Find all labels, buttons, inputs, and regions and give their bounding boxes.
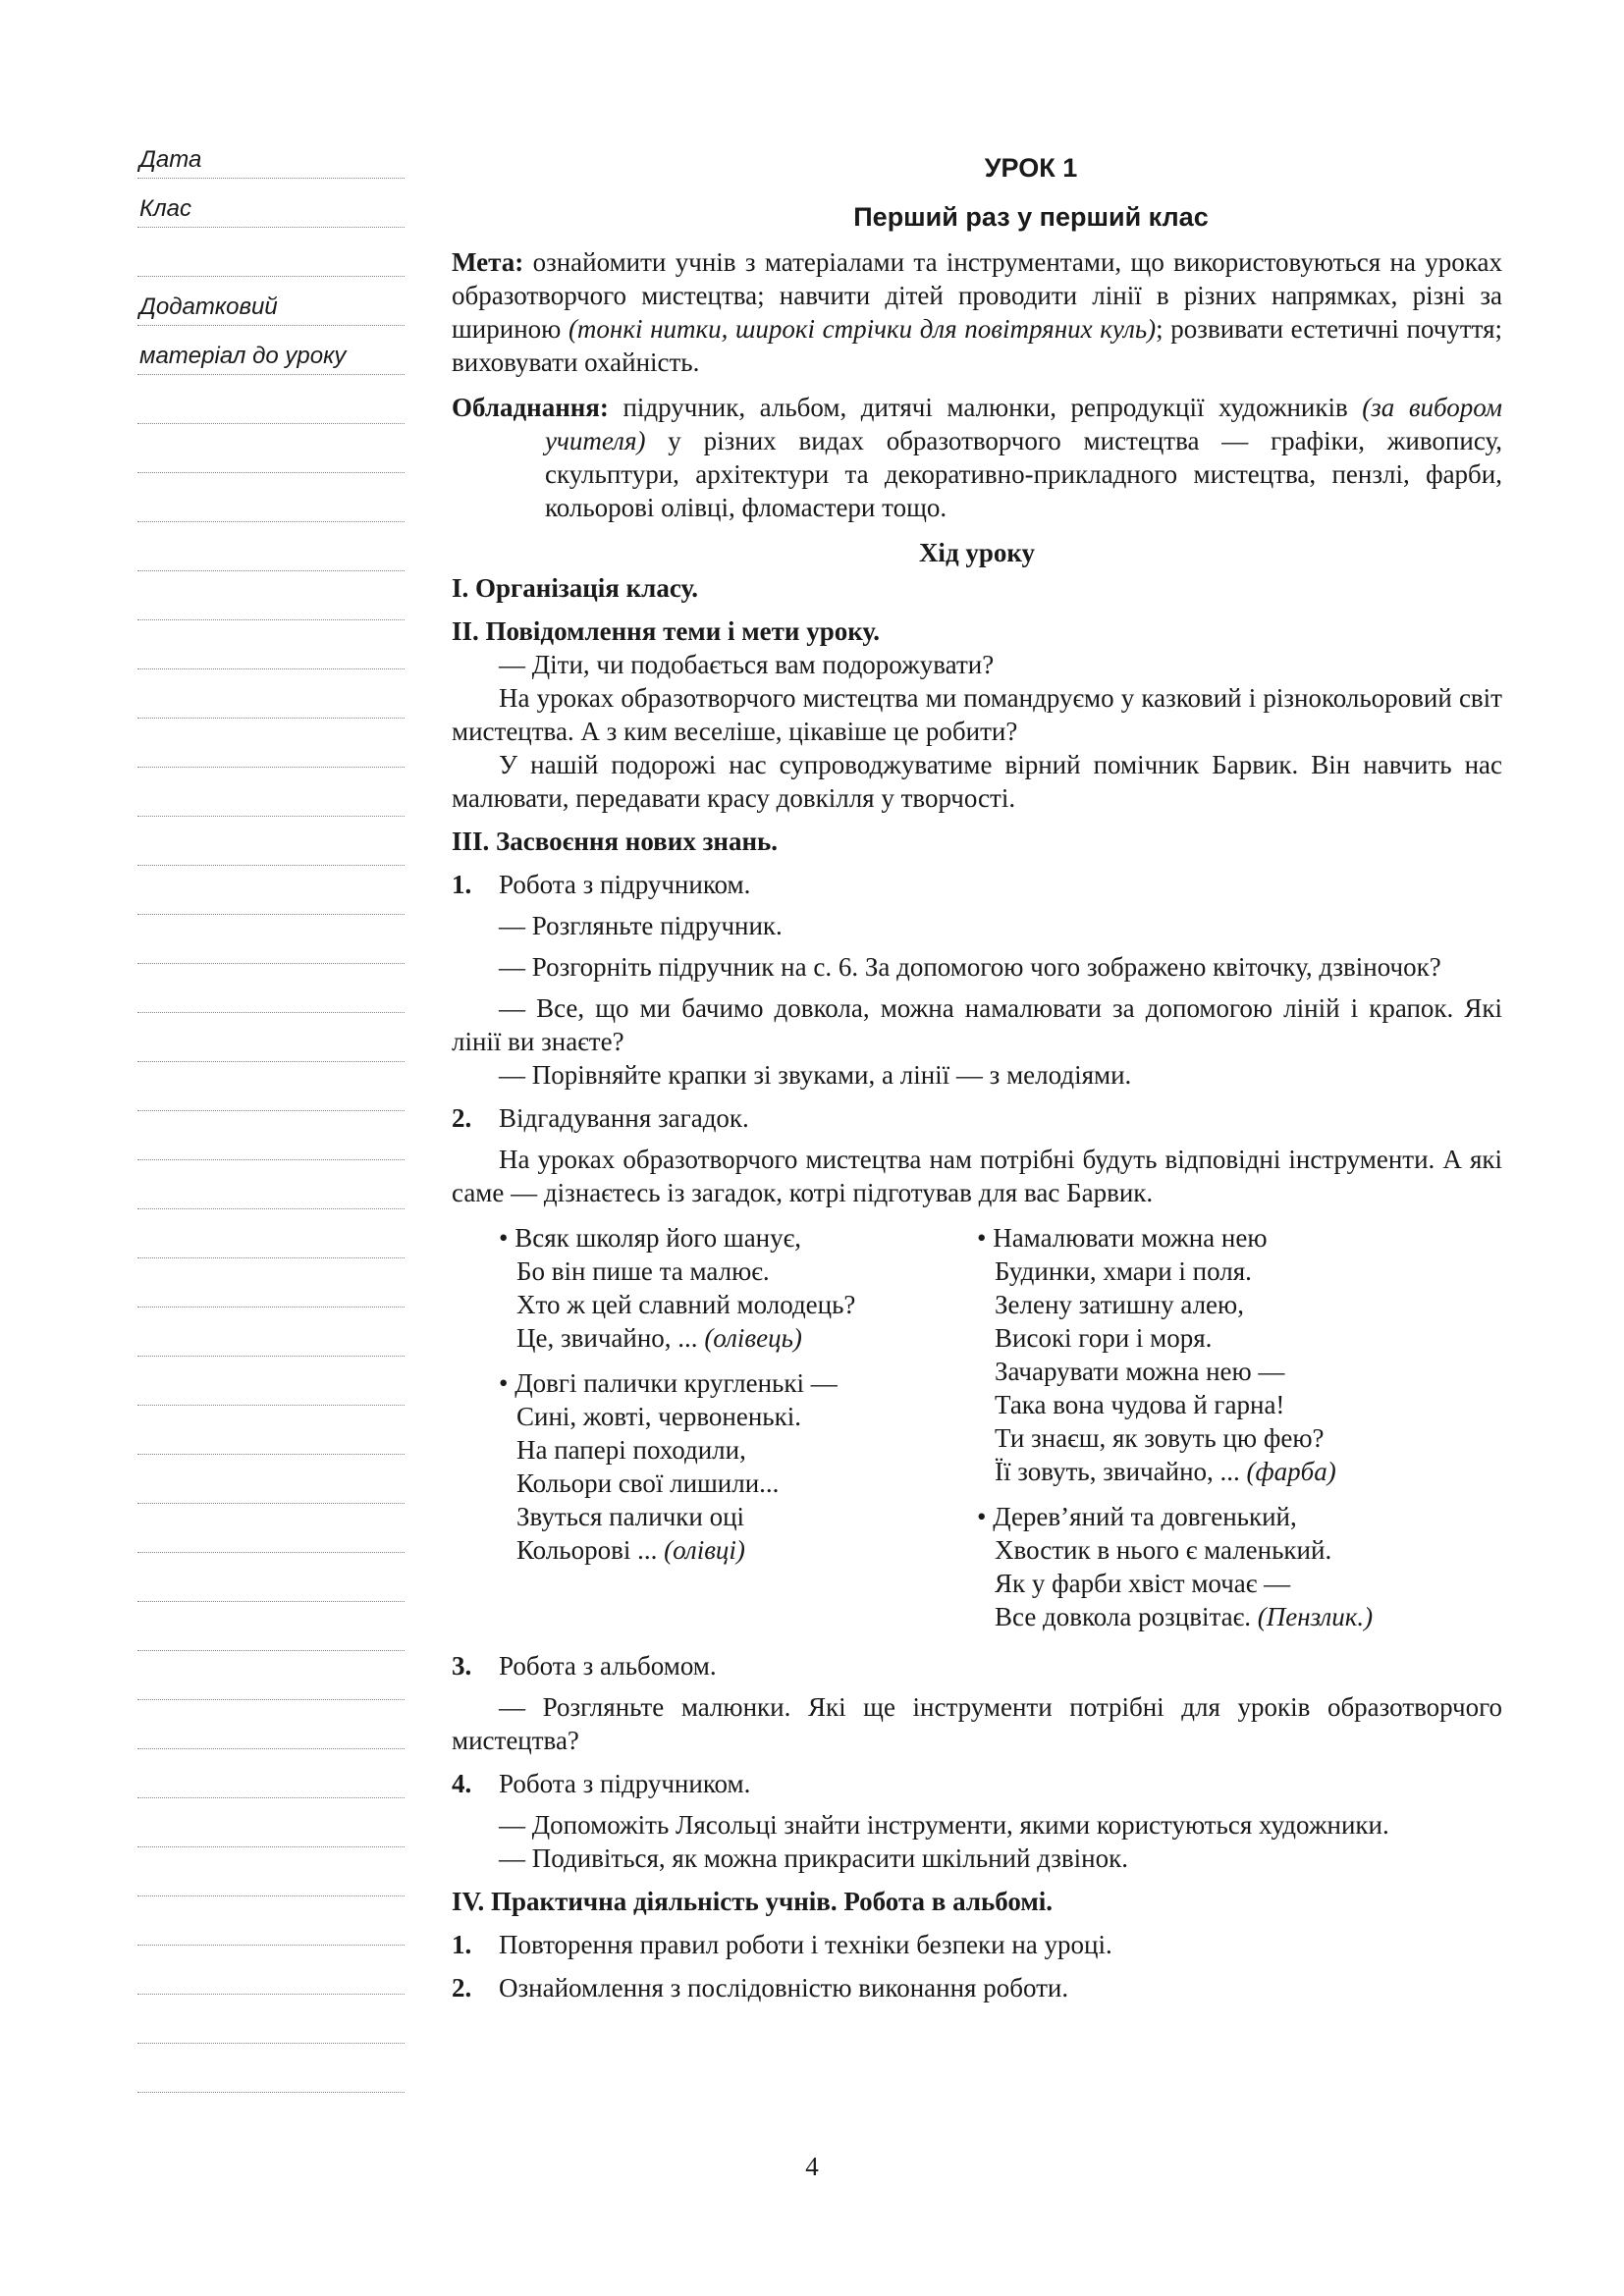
riddle-line-text: Звуться палички оці — [516, 1502, 745, 1531]
margin-blank-lines — [137, 375, 405, 2093]
s3-item-1-paragraph-3: — Все, що ми бачимо довкола, можна намалювати за допомогою ліній і крапок. Які лінії ви знаєте? — [452, 993, 1502, 1056]
course-title: Хід уроку — [918, 538, 1036, 567]
margin-blank-line — [137, 2044, 405, 2093]
riddle-line — [499, 1366, 977, 1400]
riddle-line-text: Намалювати можна нею — [993, 1223, 1268, 1253]
page-number: 4 — [805, 2152, 819, 2181]
item-number: 1. — [452, 870, 472, 899]
equipment-text-2: у різних видах образотворчого мистецтва — графіки, живопису, скульптури, архітектури та декоративно-прикладного мистецтва, пензлі, фарби, кольорові олівці, фломастери тощо. — [545, 426, 1502, 522]
riddles-block — [452, 1221, 1502, 1645]
s3-item-1-paragraph-1: — Розгляньте підручник. — [499, 911, 783, 940]
margin-line-extra-1 — [137, 277, 405, 326]
riddles-right-column — [977, 1221, 1502, 1645]
item-text: Робота з підручником. — [499, 1769, 751, 1798]
riddle-line — [977, 1421, 1502, 1455]
margin-blank-line — [137, 915, 405, 964]
goal-text-1: ознайомити учнів з матеріалами та інструментами, що використовуються на уроках образотворчого мистецтва; навчити дітей проводити лінії в різних напрямках, різні за шириною — [452, 247, 1502, 344]
section-heading-4: IV. Практична діяльність учнів. Робота в альбомі. — [452, 1887, 1054, 1916]
s4-item-2 — [452, 1971, 1502, 2004]
s3-item-2 — [452, 1101, 1502, 1135]
margin-line — [137, 228, 405, 277]
riddle-line-text: Кольорові ... — [516, 1535, 665, 1565]
riddle-line-text: Зелену затишну алею, — [995, 1290, 1244, 1319]
goal-text-2: ; розвивати естетичні почуття; виховувати охайність. — [452, 314, 1502, 377]
riddle-line — [977, 1455, 1502, 1488]
riddle-line-text: Хвостик в нього є маленький. — [995, 1535, 1332, 1565]
margin-blank-line — [137, 669, 405, 719]
margin-blank-line — [137, 571, 405, 620]
riddle-line-text: Така вона чудова й гарна! — [995, 1390, 1285, 1419]
riddle-line — [499, 1467, 977, 1500]
margin-blank-line — [137, 1896, 405, 1946]
riddle-answer: (олівці) — [664, 1535, 745, 1565]
margin-blank-line — [137, 1209, 405, 1258]
margin-blank-line — [137, 964, 405, 1013]
riddle-line — [499, 1433, 977, 1467]
riddle-line — [977, 1255, 1502, 1288]
margin-blank-line — [137, 1651, 405, 1700]
riddle-line — [499, 1288, 977, 1321]
riddle-line-text: Високі гори і моря. — [995, 1323, 1213, 1353]
s3-item-1 — [452, 868, 1502, 901]
margin-blank-line — [137, 768, 405, 817]
riddle-1 — [499, 1221, 977, 1355]
riddle-answer: (фарба) — [1246, 1457, 1336, 1486]
item-number: 4. — [452, 1769, 472, 1798]
equipment-label: Обладнання: — [452, 393, 609, 422]
riddle-line — [499, 1400, 977, 1433]
riddle-line — [977, 1500, 1502, 1533]
riddle-line-text: Дерев’яний та довгенький, — [993, 1502, 1297, 1531]
margin-blank-line — [137, 1258, 405, 1308]
s3-item-3-paragraph-1: — Розгляньте малюнки. Які ще інструменти потрібні для уроків образотворчого мистецтва? — [452, 1692, 1502, 1755]
margin-blank-line — [137, 424, 405, 473]
margin-line-class — [137, 179, 405, 228]
riddle-line — [499, 1321, 977, 1355]
riddle-line-text: Зачарувати можна нею — — [995, 1357, 1285, 1386]
item-text: Робота з підручником. — [499, 870, 751, 899]
s4-item-1 — [452, 1928, 1502, 1961]
margin-blank-line — [137, 473, 405, 522]
riddle-line-text: Сині, жовті, червоненькі. — [516, 1402, 801, 1431]
riddle-line — [977, 1321, 1502, 1355]
riddle-3 — [977, 1221, 1502, 1488]
riddle-line — [499, 1221, 977, 1255]
s3-item-2-paragraph-1: На уроках образотворчого мистецтва нам потрібні будуть відповідні інструменти. А які саме — дізнаєтесь із загадок, котрі підготував для вас Барвик. — [452, 1145, 1502, 1207]
riddle-line — [977, 1221, 1502, 1255]
section-heading-1: I. Організація класу. — [452, 573, 698, 603]
riddle-line-text: Хто ж цей славний молодець? — [516, 1290, 856, 1319]
goal-paragraph — [452, 245, 1502, 379]
item-number: 2. — [452, 1973, 472, 2002]
lesson-title: Перший раз у перший клас — [853, 202, 1209, 232]
margin-blank-line — [137, 1013, 405, 1062]
equipment-text-1: підручник, альбом, дитячі малюнки, репродукції художників — [608, 393, 1363, 422]
margin-blank-line — [137, 1062, 405, 1111]
lesson-number: УРОК 1 — [984, 153, 1078, 183]
margin-blank-line — [137, 1455, 405, 1504]
margin-blank-line — [137, 817, 405, 866]
item-text: Повторення правил роботи і техніки безпеки на уроці. — [499, 1930, 1112, 1959]
riddle-line-text: Довгі палички кругленькі — — [514, 1368, 838, 1398]
goal-label: Мета: — [452, 247, 524, 277]
riddle-line — [977, 1567, 1502, 1600]
item-number: 1. — [452, 1930, 472, 1959]
riddle-line — [977, 1600, 1502, 1633]
item-number: 3. — [452, 1651, 472, 1681]
margin-blank-line — [137, 1504, 405, 1553]
riddles-left-column — [452, 1221, 977, 1645]
s2-paragraph-3: У нашій подорожі нас супроводжуватиме вірний помічник Барвик. Він навчить нас малювати, передавати красу довкілля у творчості. — [452, 750, 1502, 813]
margin-blank-line — [137, 1553, 405, 1602]
extra-material-label-2: матеріал до уроку — [139, 343, 347, 369]
riddle-line-text: Все довкола розцвітає. — [995, 1602, 1258, 1631]
margin-blank-line — [137, 1406, 405, 1455]
extra-material-label-1: Додатковий — [139, 294, 278, 320]
riddle-line-text: Її зовуть, звичайно, ... — [995, 1457, 1247, 1486]
riddle-line-text: Кольори свої лишили... — [516, 1468, 780, 1498]
goal-text-italic: (тонкі нитки, широкі стрічки для повітряних куль) — [568, 314, 1157, 344]
equipment-paragraph — [452, 391, 1502, 524]
s3-item-1-paragraph-4: — Порівняйте крапки зі звуками, а лінії — з мелодіями. — [499, 1060, 1132, 1090]
riddle-line-text: На папері походили, — [516, 1435, 746, 1465]
riddle-line — [977, 1533, 1502, 1567]
margin-blank-line — [137, 1111, 405, 1160]
margin-blank-line — [137, 1160, 405, 1209]
margin-blank-line — [137, 522, 405, 571]
riddle-line-text: Бо він пише та малює. — [516, 1256, 770, 1286]
margin-line-date — [137, 147, 405, 179]
margin-blank-line — [137, 1357, 405, 1406]
riddle-line — [499, 1255, 977, 1288]
class-label: Клас — [139, 195, 192, 222]
s2-paragraph-2: На уроках образотворчого мистецтва ми помандруємо у казковий і різнокольоровий світ мистецтва. А з ким веселіше, цікавіше це робити? — [452, 683, 1502, 746]
margin-blank-line — [137, 620, 405, 669]
riddle-line — [977, 1288, 1502, 1321]
s3-item-4-paragraph-1: — Допоможіть Лясольці знайти інструменти, якими користуються художники. — [499, 1810, 1389, 1840]
riddle-line-text: Будинки, хмари і поля. — [995, 1256, 1252, 1286]
margin-blank-line — [137, 1602, 405, 1651]
riddle-line-text: Як у фарби хвіст мочає — — [995, 1569, 1291, 1598]
margin-blank-line — [137, 1700, 405, 1749]
item-text: Відгадування загадок. — [499, 1103, 749, 1133]
s3-item-1-paragraph-2: — Розгорніть підручник на с. 6. За допомогою чого зображено квіточку, дзвіночок? — [499, 952, 1441, 982]
margin-blank-line — [137, 375, 405, 424]
margin-blank-line — [137, 866, 405, 915]
section-heading-2: II. Повідомлення теми і мети уроку. — [452, 616, 880, 646]
lesson-content — [452, 147, 1502, 2004]
riddle-line — [499, 1533, 977, 1567]
item-text: Робота з альбомом. — [499, 1651, 717, 1681]
margin-blank-line — [137, 1749, 405, 1798]
item-text: Ознайомлення з послідовністю виконання роботи. — [499, 1973, 1069, 2002]
riddle-line-text: Ти знаєш, як зовуть цю фею? — [995, 1423, 1325, 1453]
margin-notes-column — [137, 147, 405, 2093]
margin-blank-line — [137, 1946, 405, 1995]
margin-blank-line — [137, 719, 405, 768]
s3-item-3 — [452, 1649, 1502, 1682]
section-heading-3: III. Засвоєння нових знань. — [452, 827, 779, 856]
margin-blank-line — [137, 1995, 405, 2044]
riddle-4 — [977, 1500, 1502, 1633]
riddle-2 — [499, 1366, 977, 1567]
riddle-line-text: Всяк школяр його шанує, — [514, 1223, 801, 1253]
s3-item-4 — [452, 1767, 1502, 1800]
margin-blank-line — [137, 1308, 405, 1357]
s3-item-4-paragraph-2: — Подивіться, як можна прикрасити шкільний дзвінок. — [499, 1843, 1128, 1873]
item-number: 2. — [452, 1103, 472, 1133]
riddle-line — [977, 1388, 1502, 1421]
riddle-line-text: Це, звичайно, ... — [516, 1323, 705, 1353]
riddle-line — [499, 1500, 977, 1533]
riddle-answer: (Пензлик.) — [1257, 1602, 1374, 1631]
margin-line-extra-2 — [137, 326, 405, 375]
riddle-answer: (олівець) — [704, 1323, 802, 1353]
riddle-line — [977, 1355, 1502, 1388]
margin-blank-line — [137, 1798, 405, 1847]
s2-paragraph-1: — Діти, чи подобається вам подорожувати? — [499, 650, 995, 679]
date-label: Дата — [139, 146, 202, 173]
equipment-italic: (за вибором учителя) — [545, 393, 1502, 455]
margin-blank-line — [137, 1847, 405, 1896]
